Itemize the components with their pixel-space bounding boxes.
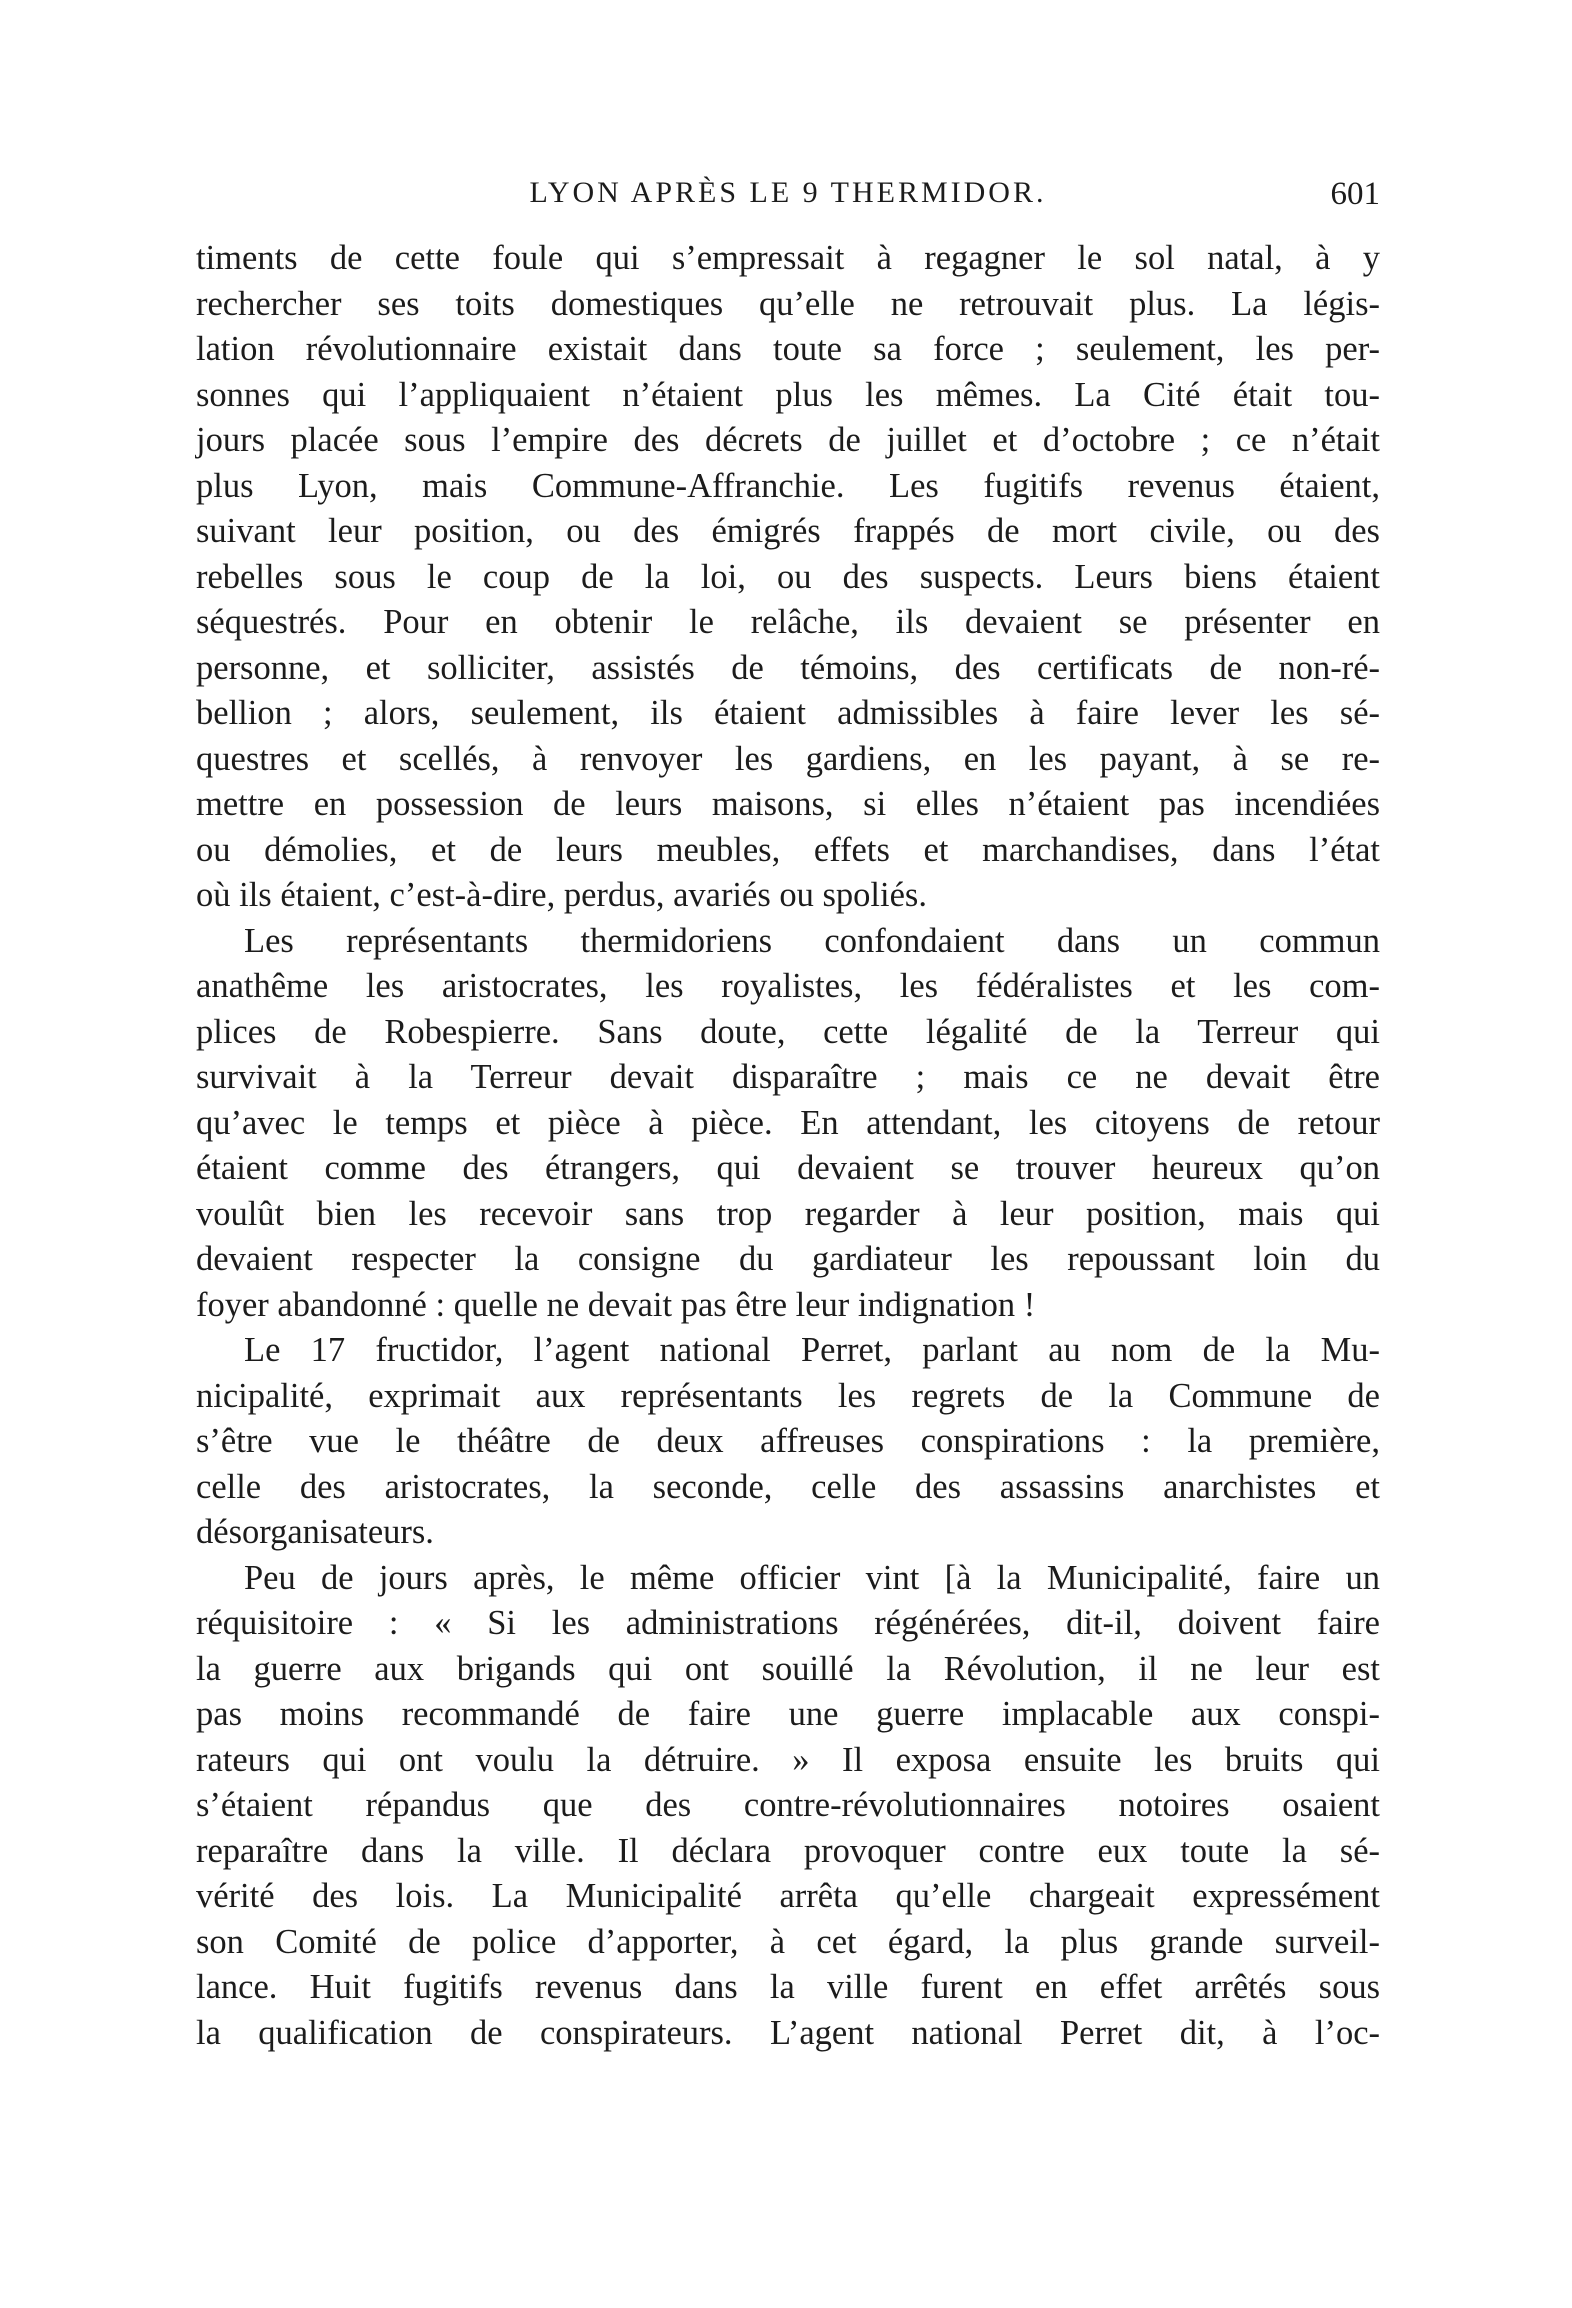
text-line: foyer abandonné : quelle ne devait pas être leur indignation ! [196,1285,1036,1324]
text-line: rateurs qui ont voulu la détruire. » Il exposa ensuite les bruits qui [196,1740,1380,1779]
text-line: lation révolutionnaire existait dans toute sa force ; seulement, les per- [196,330,1380,368]
text-line: étaient comme des étrangers, qui devaient se trouver heureux qu’on [196,1149,1380,1187]
text-line: plices de Robespierre. Sans doute, cette légalité de la Terreur qui [196,1012,1380,1051]
text-line: anathême les aristocrates, les royalistes, les fédéralistes et les com- [196,967,1380,1005]
text-line: bellion ; alors, seulement, ils étaient admissibles à faire lever les sé- [196,694,1380,732]
text-line: rechercher ses toits domestiques qu’elle ne retrouvait plus. La légis- [196,284,1380,323]
running-title: LYON APRÈS LE 9 THERMIDOR. [529,176,1047,209]
text-line: reparaître dans la ville. Il déclara provoquer contre eux toute la sé- [196,1831,1380,1870]
text-line: personne, et solliciter, assistés de témoins, des certificats de non-ré- [196,648,1380,687]
text-line: jours placée sous l’empire des décrets de juillet et d’octobre ; ce n’était [196,421,1380,459]
text-line: suivant leur position, ou des émigrés frappés de mort civile, ou des [196,512,1380,550]
text-line: s’étaient répandus que des contre-révolutionnaires notoires osaient [196,1786,1380,1824]
text-line: rebelles sous le coup de la loi, ou des suspects. Leurs biens étaient [196,557,1380,596]
text-line: devaient respecter la consigne du gardiateur les repoussant loin du [196,1240,1380,1278]
text-line: son Comité de police d’apporter, à cet égard, la plus grande surveil- [196,1922,1380,1961]
text-line: ou démolies, et de leurs meubles, effets et marchandises, dans l’état [196,830,1380,869]
text-line: vérité des lois. La Municipalité arrêta qu’elle chargeait expressément [196,1877,1380,1915]
text-line: nicipalité, exprimait aux représentants les regrets de la Commune de [196,1376,1380,1415]
text-line: survivait à la Terreur devait disparaître ; mais ce ne devait être [196,1058,1380,1096]
text-line: celle des aristocrates, la seconde, celle des assassins anarchistes et [196,1467,1380,1506]
text-line: s’être vue le théâtre de deux affreuses conspirations : la première, [196,1422,1380,1460]
text-line: où ils étaient, c’est-à-dire, perdus, avariés ou spoliés. [196,876,927,914]
text-line: Peu de jours après, le même officier vint [à la Municipalité, faire un [244,1558,1380,1597]
text-line: séquestrés. Pour en obtenir le relâche, ils devaient se présenter en [196,603,1380,641]
text-line: lance. Huit fugitifs revenus dans la ville furent en effet arrêtés sous [196,1968,1380,2006]
text-line: Le 17 fructidor, l’agent national Perret, parlant au nom de la Mu- [244,1331,1380,1369]
text-line: timents de cette foule qui s’empressait à regagner le sol natal, à y [196,239,1380,277]
text-line: réquisitoire : « Si les administrations régénérées, dit-il, doivent faire [196,1604,1380,1642]
text-line: qu’avec le temps et pièce à pièce. En attendant, les citoyens de retour [196,1103,1380,1142]
text-line: pas moins recommandé de faire une guerre implacable aux conspi- [196,1695,1380,1733]
running-header [196,176,1380,226]
text-line: la guerre aux brigands qui ont souillé la Révolution, il ne leur est [196,1649,1380,1688]
text-line: la qualification de conspirateurs. L’agent national Perret dit, à l’oc- [196,2013,1380,2052]
body-text [196,236,1380,2056]
text-line: mettre en possession de leurs maisons, si elles n’étaient pas incendiées [196,785,1380,823]
text-line: sonnes qui l’appliquaient n’étaient plus les mêmes. La Cité était tou- [196,375,1380,414]
text-line: désorganisateurs. [196,1513,434,1551]
text-line: voulût bien les recevoir sans trop regarder à leur position, mais qui [196,1194,1380,1233]
text-line: plus Lyon, mais Commune-Affranchie. Les fugitifs revenus étaient, [196,466,1380,505]
page-number: 601 [1330,176,1380,212]
text-line: questres et scellés, à renvoyer les gardiens, en les payant, à se re- [196,739,1380,778]
text-line: Les représentants thermidoriens confondaient dans un commun [244,921,1380,960]
